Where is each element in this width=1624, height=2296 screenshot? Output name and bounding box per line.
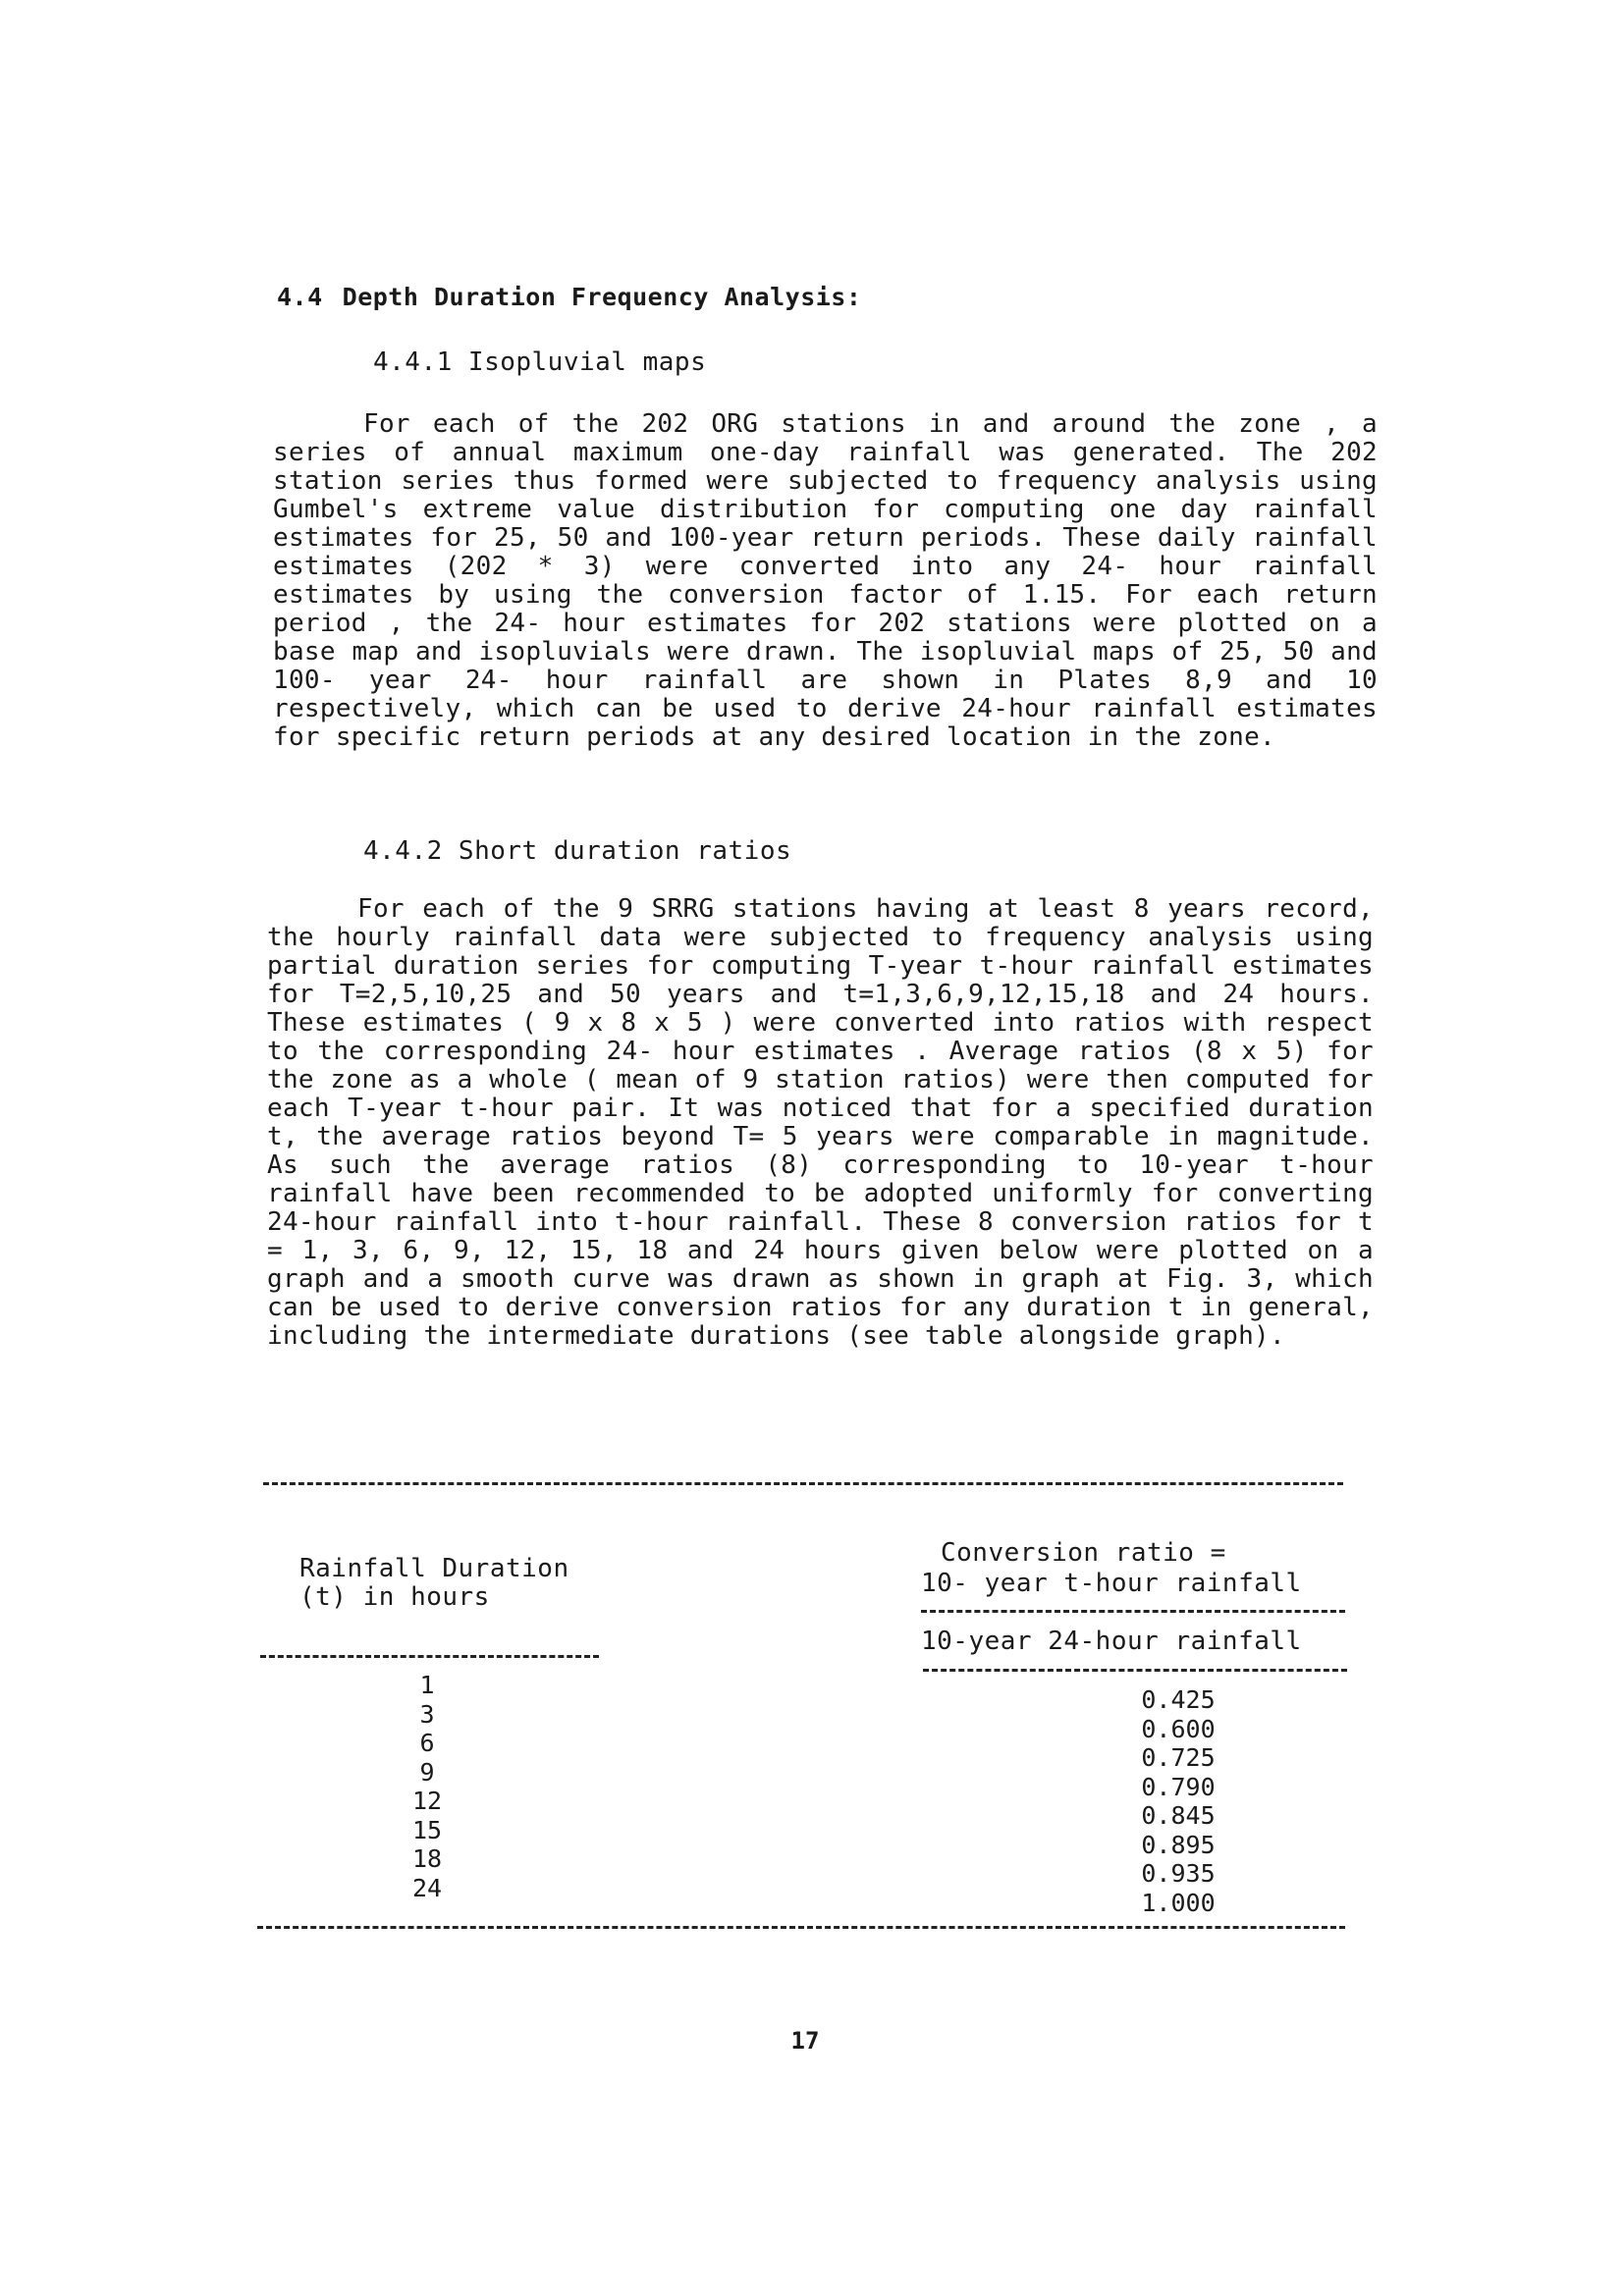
col1-header-line2: (t) in hours [299, 1582, 490, 1612]
duration-cell: 3 [419, 1699, 435, 1729]
ratio-cell: 0.895 [1141, 1830, 1216, 1859]
duration-cell: 6 [419, 1729, 435, 1757]
table-top-rule [263, 1482, 1343, 1485]
duration-cell: 1 [419, 1671, 435, 1699]
col2-header-line3: 10-year 24-hour rainfall [921, 1627, 1302, 1656]
ratio-cell: 0.600 [1141, 1714, 1216, 1743]
ratio-cell: 1.000 [1141, 1888, 1216, 1917]
paragraph-isopluvial [273, 410, 1378, 752]
ratio-column [1119, 1685, 1237, 1917]
duration-cell: 12 [411, 1787, 443, 1815]
ratio-cell: 0.790 [1141, 1772, 1216, 1801]
subsection-title-isopluvial: 4.4.1 Isopluvial maps [373, 347, 707, 377]
section-heading [277, 283, 861, 311]
col1-header-rule [260, 1655, 599, 1658]
duration-cell: 9 [419, 1757, 435, 1787]
duration-column [393, 1671, 461, 1902]
duration-cell: 18 [411, 1844, 443, 1873]
page-number: 17 [790, 2027, 820, 2055]
fraction-rule [921, 1610, 1345, 1613]
ratio-cell: 0.935 [1141, 1859, 1216, 1888]
subsection-title-short-duration: 4.4.2 Short duration ratios [363, 836, 792, 866]
paragraph-isopluvial-text: For each of the 202 ORG stations in and around the zone , a series of annual maximum one-day rainfall was generated. The 202 station series thus formed were subjected to frequency analysis using Gumbel's extreme value distribution for computing one day rainfall estimates for 25, 50 and 100-year return periods. These daily rainfall estimates (202 * 3) were converted into any 24- hour rainfall estimates by using the conversion factor of 1.15. For each return period , the 24- hour estimates for 202 stations were plotted on a base map and isopluvials were drawn. The isopluvial maps of 25, 50 and 100- year 24- hour rainfall are shown in Plates 8,9 and 10 respectively, which can be used to derive 24-hour rainfall estimates for specific return periods at any desired location in the zone. [273, 409, 1378, 752]
section-number: 4.4 [277, 283, 323, 311]
paragraph-short-duration-text: For each of the 9 SRRG stations having at least 8 years record, the hourly rainfall data were subjected to frequency analysis using partial duration series for computing T-year t-hour rainfall estimates for T=2,5,10,25 and 50 years and t=1,3,6,9,12,15,18 and 24 hours. These estimates ( 9 x 8 x 5 ) were converted into ratios with respect to the corresponding 24- hour estimates . Average ratios (8 x 5) for the zone as a whole ( mean of 9 station ratios) were then computed for each T-year t-hour pair. It was noticed that for a specified duration t, the average ratios beyond T= 5 years were comparable in magnitude. As such the average ratios (8) corresponding to 10-year t-hour rainfall have been recommended to be adopted uniformly for converting 24-hour rainfall into t-hour rainfall. These 8 conversion ratios for t = 1, 3, 6, 9, 12, 15, 18 and 24 hours given below were plotted on a graph and a smooth curve was drawn as shown in graph at Fig. 3, which can be used to derive conversion ratios for any duration t in general, including the intermediate durations (see table alongside graph). [267, 894, 1374, 1351]
ratio-cell: 0.425 [1141, 1685, 1216, 1714]
col2-header-line2: 10- year t-hour rainfall [921, 1569, 1302, 1598]
ratio-cell: 0.725 [1141, 1743, 1216, 1772]
section-title: Depth Duration Frequency Analysis: [342, 283, 862, 311]
duration-cell: 24 [411, 1873, 443, 1902]
table-bottom-rule [257, 1926, 1345, 1929]
ratio-cell: 0.845 [1141, 1801, 1216, 1830]
col1-header-line1: Rainfall Duration [299, 1554, 569, 1583]
duration-cell: 15 [411, 1815, 443, 1844]
col2-header-rule [923, 1669, 1347, 1672]
paragraph-short-duration [267, 895, 1374, 1351]
col2-header-line1: Conversion ratio = [941, 1538, 1226, 1568]
